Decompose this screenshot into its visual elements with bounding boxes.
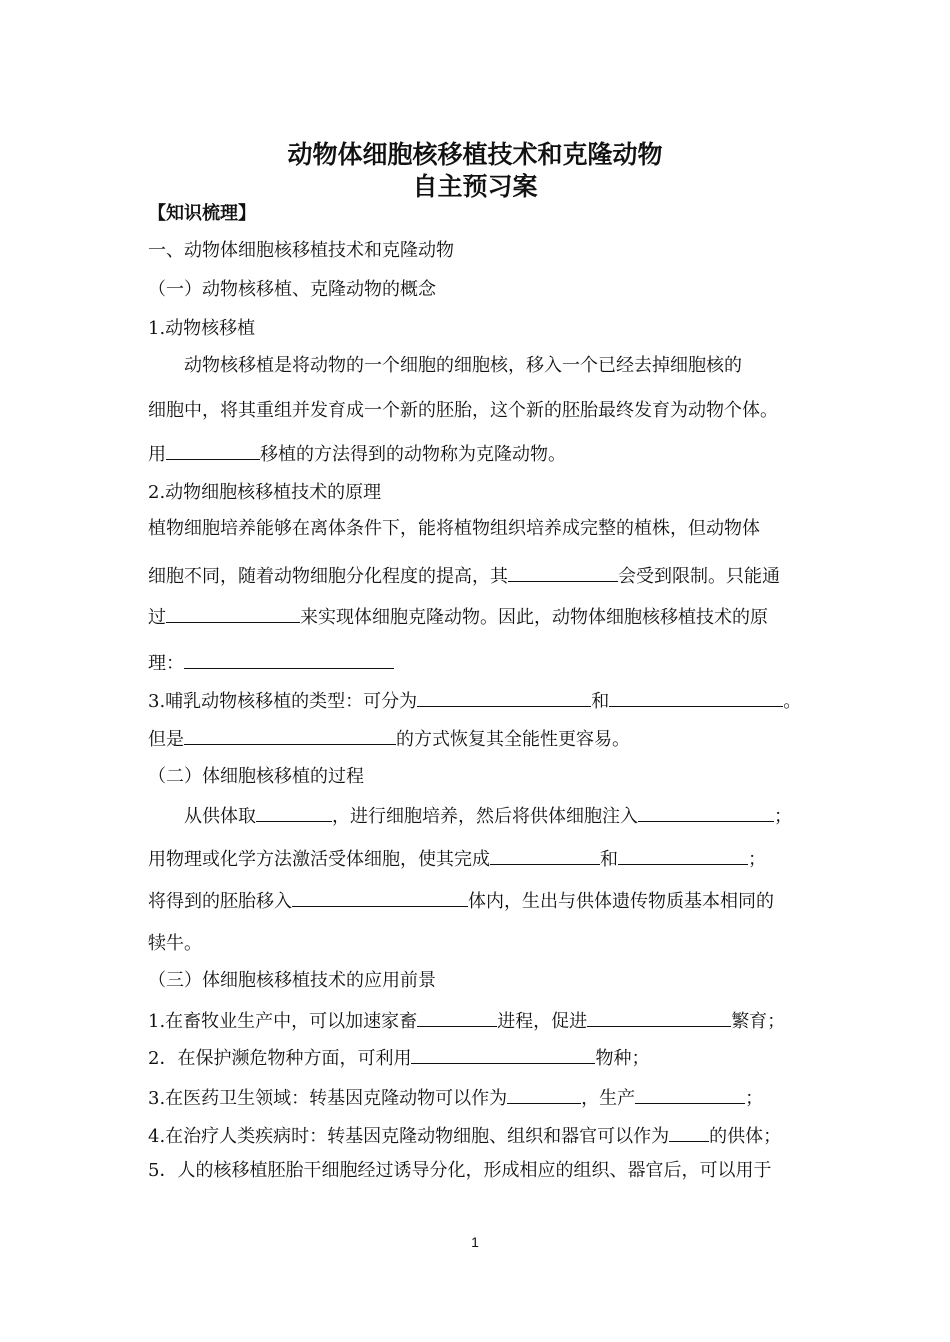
fill-blank[interactable] (417, 1008, 497, 1027)
text-segment: 但是 (148, 729, 184, 750)
fill-blank[interactable] (184, 650, 394, 669)
fill-blank[interactable] (166, 441, 260, 460)
text-segment: ； (774, 806, 792, 827)
document-subtitle: 自主预习案 (412, 172, 538, 201)
text-segment: 2．在保护濒危物种方面，可利用 (148, 1048, 412, 1069)
fill-blank[interactable] (256, 803, 332, 822)
subheading-1: （一）动物核移植、克隆动物的概念 (148, 279, 436, 300)
text-segment: 3.哺乳动物核移植的类型：可分为 (148, 691, 418, 712)
paragraph-2-line-2 (148, 563, 780, 588)
fill-blank[interactable] (635, 1085, 745, 1104)
paragraph-1-line-3 (148, 441, 566, 466)
item-2-title: 2.动物细胞核移植技术的原理 (148, 482, 382, 503)
application-item-1 (148, 1008, 785, 1033)
application-item-4 (148, 1123, 781, 1148)
text-segment: 过 (148, 607, 166, 628)
text-segment: 。 (783, 691, 802, 712)
text-segment: 4.在治疗人类疾病时：转基因克隆动物细胞、组织和器官可以作为 (148, 1126, 670, 1147)
paragraph-3-line-1 (148, 688, 801, 713)
application-item-3 (148, 1085, 763, 1110)
fill-blank[interactable] (638, 803, 774, 822)
fill-blank[interactable] (411, 1045, 595, 1064)
fill-blank[interactable] (507, 1085, 581, 1104)
text-segment: 会受到限制。只能通 (618, 566, 780, 587)
fill-blank[interactable] (669, 1123, 709, 1142)
paragraph-2-line-1: 植物细胞培养能够在离体条件下，能将植物组织培养成完整的植株，但动物体 (148, 518, 760, 539)
paragraph-2-line-4 (148, 650, 394, 675)
fill-blank[interactable] (166, 604, 300, 623)
document-title: 动物体细胞核移植技术和克隆动物 (287, 140, 663, 169)
text-segment: 进程，促进 (497, 1011, 588, 1032)
text-segment: 的供体； (709, 1126, 782, 1147)
fill-blank[interactable] (609, 688, 783, 707)
fill-blank[interactable] (490, 846, 600, 865)
text-segment: 理： (148, 653, 184, 674)
application-item-2 (148, 1045, 649, 1070)
item-1-title: 1.动物核移植 (148, 318, 256, 339)
text-segment: 用 (148, 444, 166, 465)
paragraph-4-line-2 (148, 846, 766, 871)
fill-blank[interactable] (508, 563, 618, 582)
text-segment: 用物理或化学方法激活受体细胞，使其完成 (148, 849, 490, 870)
text-segment: 细胞不同，随着动物细胞分化程度的提高，其 (148, 566, 508, 587)
fill-blank[interactable] (417, 688, 591, 707)
subheading-3: （三）体细胞核移植技术的应用前景 (148, 970, 436, 991)
text-segment: 繁育； (731, 1011, 786, 1032)
heading-1: 一、动物体细胞核移植技术和克隆动物 (148, 240, 454, 261)
text-segment: 移植的方法得到的动物称为克隆动物。 (260, 444, 566, 465)
paragraph-3-line-2 (148, 726, 630, 751)
paragraph-4-line-1 (184, 803, 792, 828)
text-segment: 体内，生出与供体遗传物质基本相同的 (468, 891, 774, 912)
text-segment: ； (748, 849, 766, 870)
text-segment: 1.在畜牧业生产中，可以加速家畜 (148, 1011, 418, 1032)
page-number: 1 (471, 1234, 479, 1250)
text-segment: ，进行细胞培养，然后将供体细胞注入 (332, 806, 638, 827)
text-segment: 从供体取 (184, 806, 256, 827)
text-segment: 的方式恢复其全能性更容易。 (396, 729, 630, 750)
subheading-2: （二）体细胞核移植的过程 (148, 766, 364, 787)
text-segment: 3.在医药卫生领域：转基因克隆动物可以作为 (148, 1088, 508, 1109)
text-segment: ，生产 (581, 1088, 636, 1109)
text-segment: 来实现体细胞克隆动物。因此，动物体细胞核移植技术的原 (300, 607, 768, 628)
paragraph-4-line-4: 犊牛。 (148, 933, 202, 954)
text-segment: 和 (600, 849, 618, 870)
text-segment: 将得到的胚胎移入 (148, 891, 292, 912)
text-segment: 物种； (595, 1048, 650, 1069)
fill-blank[interactable] (587, 1008, 731, 1027)
fill-blank[interactable] (618, 846, 748, 865)
paragraph-4-line-3 (148, 888, 774, 913)
paragraph-2-line-3 (148, 604, 768, 629)
text-segment: ； (745, 1088, 764, 1109)
paragraph-1-line-1: 动物核移植是将动物的一个细胞的细胞核，移入一个已经去掉细胞核的 (184, 355, 742, 376)
paragraph-1-line-2: 细胞中，将其重组并发育成一个新的胚胎，这个新的胚胎最终发育为动物个体。 (148, 400, 778, 421)
section-heading: 【知识梳理】 (148, 203, 256, 224)
fill-blank[interactable] (292, 888, 468, 907)
application-item-5: 5．人的核移植胚胎干细胞经过诱导分化，形成相应的组织、器官后，可以用于 (148, 1160, 772, 1181)
fill-blank[interactable] (184, 726, 396, 745)
text-segment: 和 (591, 691, 610, 712)
